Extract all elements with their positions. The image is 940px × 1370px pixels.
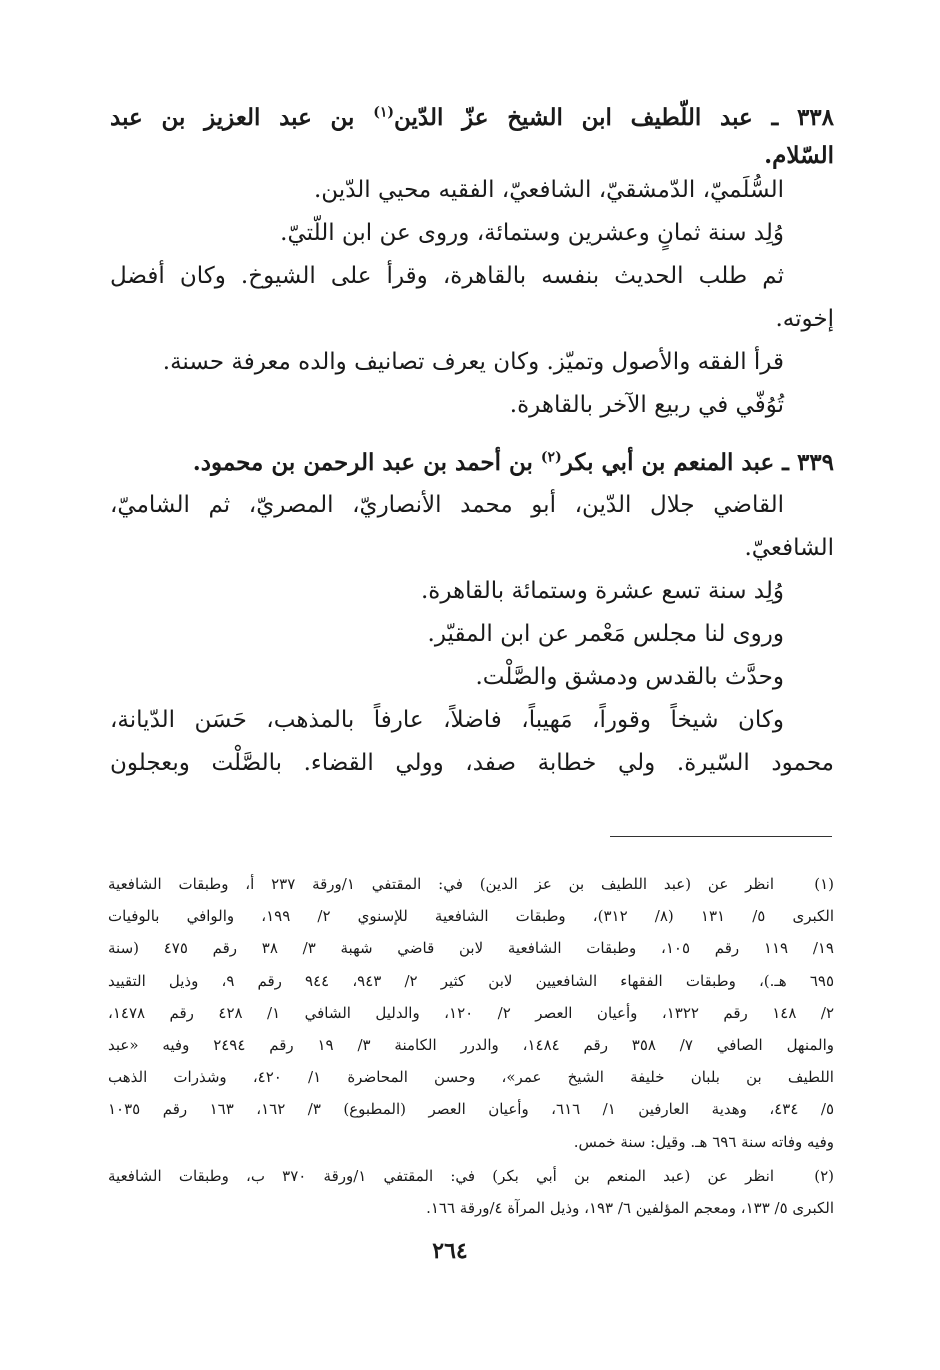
footnote-line	[108, 1160, 834, 1192]
page-number: ٢٦٤	[432, 1238, 468, 1264]
entry-heading	[110, 96, 834, 139]
paragraph-line: محمود السّيرة. ولي خطابة صفد، وولي القضاء. بالصَّلْت وبعجلون	[110, 750, 834, 776]
entry-heading-text: ٣٣٨ ـ عبد اللّطيف ابن الشيخ عزّ الدّين	[393, 104, 834, 131]
footnote-line: الكبرى ٥/ ١٣٣، ومعجم المؤلفين ٦/ ١٩٣، وذيل المرآة ٤/ورقة ١٦٦.	[426, 1198, 834, 1217]
paragraph-line: وحدَّث بالقدس ودمشق والصَّلْت.	[475, 664, 784, 690]
footnote-line: ٦٩٥ هـ.)، وطبقات الفقهاء الشافعيين لابن كثير ٢/ ٩٤٣، ٩٤٤ رقم ٩، وذيل التقييد	[108, 971, 834, 990]
footnote-line: ١٩/ ١١٩ رقم ١٠٥، وطبقات الشافعية لابن قاضي شهبة ٣/ ٣٨ رقم ٤٧٥ (سنة	[108, 939, 834, 958]
paragraph-line: وُلِد سنة تسع عشرة وستمائة بالقاهرة.	[420, 578, 784, 604]
paragraph-line: ثم طلب الحديث بنفسه بالقاهرة، وقرأ على الشيوخ. وكان أفضل	[110, 263, 784, 289]
entry-heading	[110, 139, 834, 173]
paragraph-line: الشافعيّ.	[744, 535, 834, 561]
footnote-reference[interactable]: (٢)	[540, 449, 562, 466]
footnote-number: (١)	[814, 875, 834, 893]
entry-heading	[110, 441, 834, 484]
footnotes	[108, 868, 834, 1224]
paragraph-line: قرأ الفقه والأصول وتميّز. وكان يعرف تصانيف والده معرفة حسنة.	[162, 349, 784, 375]
paragraph-line: إخوته.	[775, 306, 834, 332]
footnote-number: (٢)	[814, 1166, 834, 1185]
footnote-line	[108, 868, 834, 900]
entry-heading-text: بن أحمد بن عبد الرحمن بن محمود.	[192, 449, 541, 476]
paragraph-line: وُلِد سنة ثمانٍ وعشرين وستمائة، وروى عن ابن اللّتيّ.	[280, 220, 784, 246]
paragraph-line: تُوُفّي في ربيع الآخر بالقاهرة.	[509, 392, 784, 418]
entry-heading-text: ٣٣٩ ـ عبد المنعم بن أبي بكر	[561, 449, 834, 476]
paragraph-line: وروى لنا مجلس مَعْمر عن ابن المقيّر.	[427, 621, 784, 647]
paragraph-line: السُّلَميّ، الدّمشقيّ، الشافعيّ، الفقيه محيي الدّين.	[313, 177, 784, 203]
entry-heading-text: بن عبد العزيز بن عبد	[110, 104, 374, 131]
paragraph-line: القاضي جلال الدّين، أبو محمد الأنصاريّ، المصريّ، ثم الشاميّ،	[110, 492, 784, 518]
paragraph-line: وكان شيخاً وقوراً، مَهيباً، فاضلاً، عارفاً بالمذهب، حَسَن الدّيانة،	[110, 707, 784, 733]
footnote-line: الكبرى ٥/ ١٣١ (٨/ ٣١٢)، وطبقات الشافعية للإسنوي ٢/ ١٩٩، والوافي بالوفيات	[108, 907, 834, 926]
footnote-reference[interactable]: (١)	[373, 104, 394, 121]
footnote-separator	[610, 836, 832, 837]
footnote-line: والمنهل الصافي ٧/ ٣٥٨ رقم ١٤٨٤، والدرر الكامنة ٣/ ١٩ رقم ٢٤٩٤ وفيه «عبد	[108, 1035, 834, 1054]
footnote-line: وفيه وفاته سنة ٦٩٦ هـ. وقيل: سنة خمس.	[573, 1132, 834, 1151]
footnote-text: انظر عن (عبد المنعم بن أبي بكر) في: المقتفي ١/ورقة ٣٧٠ ب، وطبقات الشافعية	[108, 1166, 774, 1185]
footnote-text: انظر عن (عبد اللطيف بن عز الدين) في: المقتفي ١/ورقة ٢٣٧ أ، وطبقات الشافعية	[108, 875, 775, 893]
entry-heading-text: السّلام.	[764, 142, 834, 169]
footnote-line: اللطيف بن بلبان خليفة الشيخ عمر»، وحسن المحاضرة ١/ ٤٢٠، وشذرات الذهب	[108, 1068, 834, 1087]
main-text	[110, 96, 834, 785]
footnote-line: ٥/ ٤٣٤، وهدية العارفين ١/ ٦١٦، وأعيان العصر (المطبوع) ٣/ ١٦٢، ١٦٣ رقم ١٠٣٥	[108, 1100, 834, 1119]
footnote-line: ٢/ ١٤٨ رقم ١٣٢٢، وأعيان العصر ٢/ ١٢٠، والدليل الشافي ١/ ٤٢٨ رقم ١٤٧٨،	[108, 1003, 834, 1022]
